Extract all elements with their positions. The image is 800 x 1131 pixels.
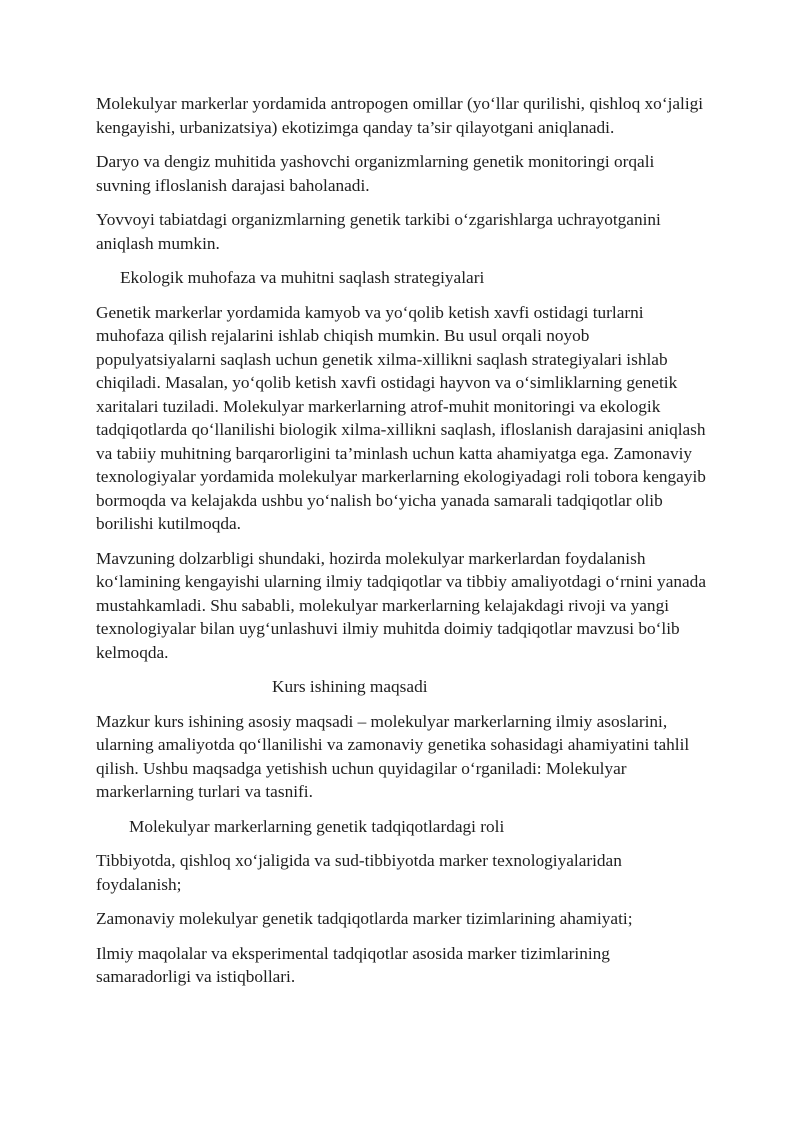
heading-markers-role: Molekulyar markerlarning genetik tadqiqotlardagi roli (129, 816, 505, 836)
paragraph-topic-relevance: Mavzuning dolzarbligi shundaki, hozirda molekulyar markerlardan foydalanish ko‘lamining kengayishi ularning ilmiy tadqiqotlar va tibbiy amaliyotdagi o‘rnini yanada mustahkamladi. Shu sababli, molekulyar markerlarning kelajakdagi rivoji va yangi texnologiyalar bilan uyg‘unlashuvi ilmiy muhitda doimiy tadqiqotlar mavzusi bo‘lib kelmoqda. (96, 548, 706, 662)
list-item-medicine-agriculture: Tibbiyotda, qishloq xo‘jaligida va sud-tibbiyotda marker texnologiyalaridan foydalanish; (96, 851, 622, 894)
heading-ecological-protection: Ekologik muhofaza va muhitni saqlash strategiyalari (120, 268, 485, 287)
list-item-scientific-articles: Ilmiy maqolalar va eksperimental tadqiqotlar asosida marker tizimlarining samaradorligi va istiqbollari. (96, 943, 610, 986)
document-page (96, 92, 708, 1000)
paragraph-anthropogenic-factors: Molekulyar markerlar yordamida antropogen omillar (yo‘llar qurilishi, qishloq xo‘jaligi kengayishi, urbanizatsiya) ekotizimga qanday ta’sir qilayotgani aniqlanadi. (96, 94, 704, 137)
paragraph-water-monitoring: Daryo va dengiz muhitida yashovchi organizmlarning genetik monitoringi orqali suvning ifloslanish darajasi baholanadi. (96, 152, 655, 195)
paragraph-wildlife-genetics: Yovvoyi tabiatdagi organizmlarning genetik tarkibi o‘zgarishlarga uchrayotganini aniqlash mumkin. (96, 210, 661, 253)
paragraph-course-goal: Mazkur kurs ishining asosiy maqsadi – molekulyar markerlarning ilmiy asoslarini, ularning amaliyotda qo‘llanilishi va zamonaviy genetika sohasidagi ahamiyatini tahlil qilish. Ushbu maqsadga yetishish uchun quyidagilar o‘rganiladi: Molekulyar markerlarning turlari va tasnifi. (96, 711, 690, 801)
list-item-modern-research: Zamonaviy molekulyar genetik tadqiqotlarda marker tizimlarining ahamiyati; (96, 909, 633, 928)
heading-course-goal: Kurs ishining maqsadi (272, 677, 428, 696)
paragraph-genetic-markers-conservation: Genetik markerlar yordamida kamyob va yo‘qolib ketish xavfi ostidagi turlarni muhofaza qilish rejalarini ishlab chiqish mumkin. Bu usul orqali noyob populyatsiyalarni saqlash uchun genetik xilma-xillikni saqlash strategiyalari ishlab chiqiladi. Masalan, yo‘qolib ketish xavfi ostidagi hayvon va o‘simliklarning genetik xaritalari tuziladi. Molekulyar markerlarning atrof-muhit monitoringi va ekologik tadqiqotlarda qo‘llanilishi biologik xilma-xillikni saqlash, ifloslanish darajasini aniqlash va tabiiy muhitning barqarorligini ta’minlash uchun katta ahamiyatga ega. Zamonaviy texnologiyalar yordamida molekulyar markerlarning ekologiyadagi roli tobora kengayib bormoqda va kelajakda ushbu yo‘nalish bo‘yicha yanada samarali tadqiqotlar olib borilishi kutilmoqda. (96, 302, 706, 533)
